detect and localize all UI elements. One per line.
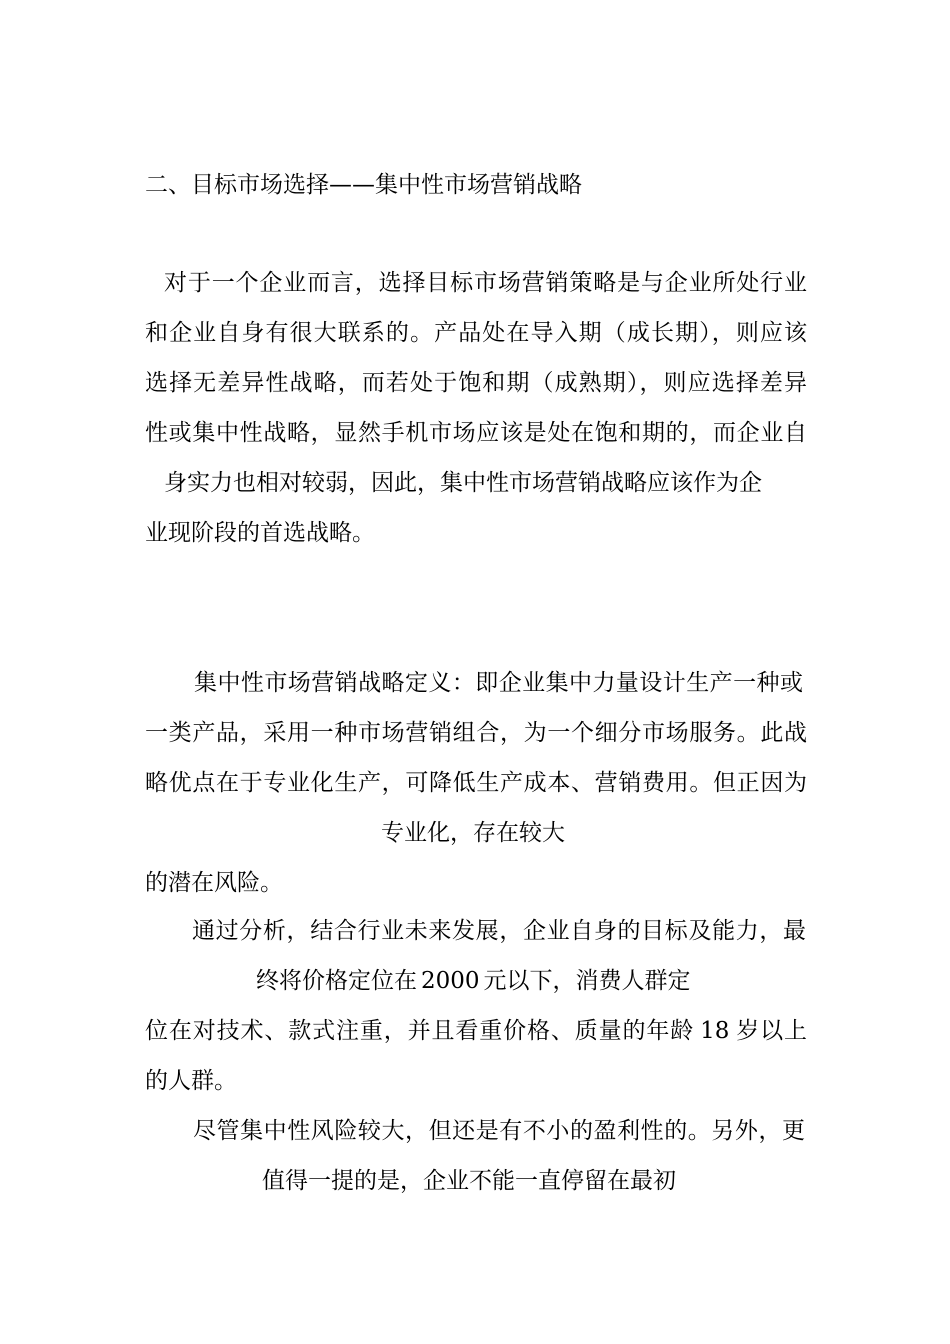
text-line: 对于一个企业而言，选择目标市场营销策略是与企业所处行业 [164, 270, 807, 296]
text-segment: 位在对技术、款式注重，并且看重价格、质量的年龄 [145, 1018, 695, 1044]
text-line: 的潜在风险。 [145, 870, 283, 896]
text-segment: 岁以上 [735, 1018, 808, 1044]
text-line: 专业化，存在较大 [381, 820, 565, 846]
text-line: 一类产品，采用一种市场营销组合，为一个细分市场服务。此战 [145, 720, 807, 746]
text-line: 通过分析，结合行业未来发展，企业自身的目标及能力，最 [192, 918, 806, 944]
text-segment: 终将价格定位在 [256, 968, 417, 994]
text-segment: 元以下，消费人群定 [483, 968, 691, 994]
text-line: 身实力也相对较弱，因此，集中性市场营销战略应该作为企 [164, 470, 762, 496]
text-line [256, 966, 691, 996]
text-line: 的人群。 [145, 1068, 237, 1094]
text-line: 略优点在于专业化生产，可降低生产成本、营销费用。但正因为 [145, 770, 807, 796]
text-line [145, 1016, 807, 1046]
section-heading: 二、目标市场选择——集中性市场营销战略 [145, 172, 582, 198]
text-line: 选择无差异性战略，而若处于饱和期（成熟期），则应选择差异 [145, 370, 807, 396]
text-line: 集中性市场营销战略定义：即企业集中力量设计生产一种或 [194, 670, 803, 696]
text-line: 业现阶段的首选战略。 [145, 520, 375, 546]
text-line: 尽管集中性风险较大，但还是有不小的盈利性的。另外，更 [193, 1118, 805, 1144]
price-number: 2000 [421, 968, 480, 994]
text-line: 值得一提的是，企业不能一直停留在最初 [262, 1168, 676, 1194]
age-number: 18 [700, 1018, 730, 1044]
text-line: 和企业自身有很大联系的。产品处在导入期（成长期），则应该 [145, 320, 807, 346]
text-line: 性或集中性战略，显然手机市场应该是处在饱和期的，而企业自 [145, 420, 807, 446]
